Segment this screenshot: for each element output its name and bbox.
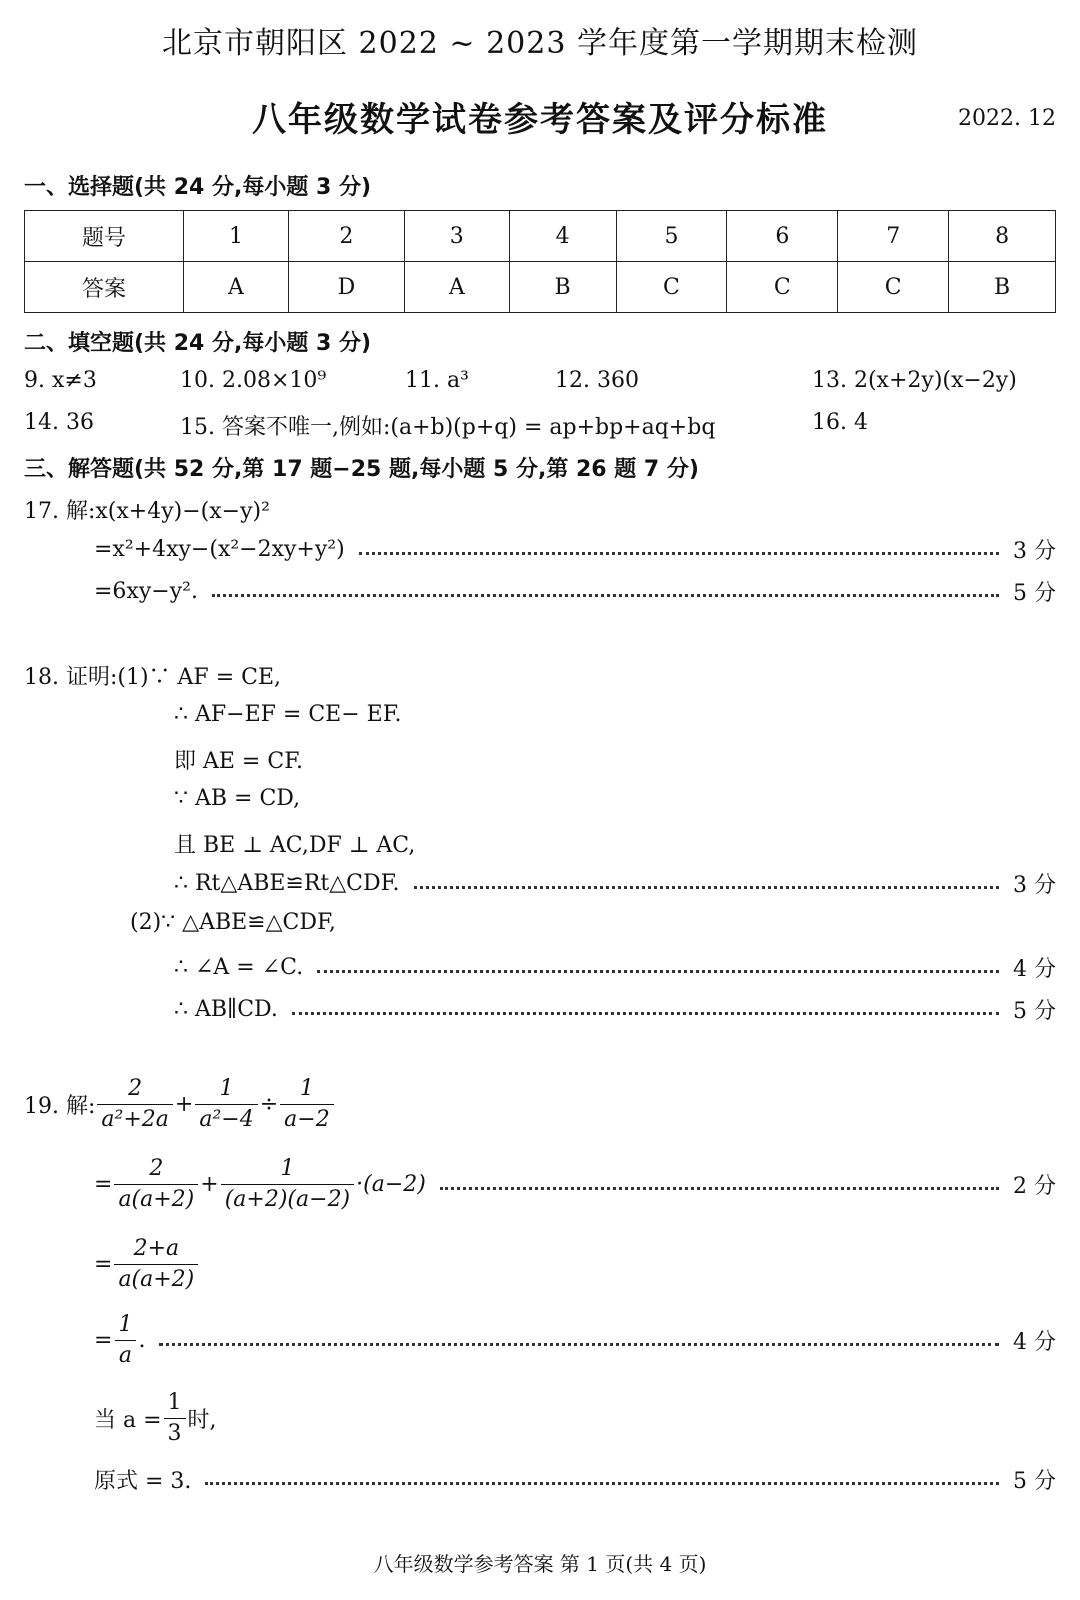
fraction <box>97 1076 172 1134</box>
numerator: 1 <box>219 1076 234 1101</box>
table-cell: 8 <box>949 211 1056 262</box>
q19-step1 <box>94 1156 1056 1214</box>
score: 3 分 <box>1013 539 1056 564</box>
q19-condition <box>94 1390 217 1448</box>
q17-step2 <box>94 576 1056 607</box>
table-cell: 2 <box>288 211 404 262</box>
table-cell: 7 <box>838 211 949 262</box>
table-cell: C <box>727 262 838 313</box>
denominator: a <box>115 1340 136 1369</box>
document-date: 2022. 12 <box>958 106 1056 131</box>
operator: + <box>174 1092 194 1118</box>
q18-step9 <box>174 994 1056 1025</box>
equals-sign: = <box>94 1252 113 1278</box>
answer-10: 10. 2.08×10⁹ <box>180 368 327 393</box>
numerator: 1 <box>280 1156 295 1181</box>
table-cell: 3 <box>404 211 509 262</box>
table-cell: A <box>184 262 289 313</box>
row-label-number: 题号 <box>25 211 184 262</box>
numerator: 2 <box>149 1156 164 1181</box>
table-cell: 4 <box>509 211 616 262</box>
answer-15: 15. 答案不唯一,例如:(a+b)(p+q) = ap+bp+aq+bq <box>180 415 716 440</box>
score: 5 分 <box>1013 999 1056 1024</box>
fraction <box>221 1156 354 1214</box>
table-cell: 5 <box>616 211 727 262</box>
dot-leader <box>159 1343 999 1346</box>
equals-sign: = <box>94 1172 113 1198</box>
denominator: a²+2a <box>97 1104 172 1133</box>
fraction <box>114 1236 198 1294</box>
q19-result <box>94 1464 1056 1495</box>
score: 3 分 <box>1013 873 1056 898</box>
numerator: 1 <box>118 1312 133 1337</box>
q17-step1-expr: =x²+4xy−(x²−2xy+y²) <box>94 537 345 562</box>
table-cell: C <box>616 262 727 313</box>
table-cell: 1 <box>184 211 289 262</box>
q19-label: 19. 解: <box>24 1094 96 1120</box>
q17-step1 <box>94 534 1056 565</box>
document-subtitle: 八年级数学试卷参考答案及评分标准 <box>252 100 828 140</box>
q18-line5: 且 BE ⊥ AC,DF ⊥ AC, <box>174 833 416 858</box>
row-label-answer: 答案 <box>25 262 184 313</box>
table-cell: 6 <box>727 211 838 262</box>
q18-line2: ∴ AF−EF = CE− EF. <box>174 702 402 727</box>
answer-9: 9. x≠3 <box>24 368 97 393</box>
period: . <box>138 1328 146 1354</box>
choice-answer-table <box>24 210 1056 313</box>
q18-line9: ∴ AB∥CD. <box>174 997 278 1022</box>
fraction <box>114 1312 136 1370</box>
q18-line8: ∴ ∠A = ∠C. <box>174 955 304 980</box>
table-cell: B <box>949 262 1056 313</box>
table-cell: D <box>288 262 404 313</box>
dot-leader <box>317 970 999 973</box>
dot-leader <box>440 1187 999 1190</box>
denominator: a²−4 <box>195 1104 257 1133</box>
q19-problem <box>24 1076 336 1134</box>
operator: + <box>200 1172 219 1198</box>
q18-line1: 18. 证明:(1)∵ AF = CE, <box>24 665 282 690</box>
dot-leader <box>292 1012 999 1015</box>
section2-heading: 二、填空题(共 24 分,每小题 3 分) <box>24 331 372 356</box>
score: 4 分 <box>1013 1330 1056 1356</box>
denominator: 3 <box>164 1418 186 1447</box>
fraction <box>280 1076 334 1134</box>
answer-12: 12. 360 <box>555 368 639 393</box>
exam-title: 北京市朝阳区 2022 ~ 2023 学年度第一学期期末检测 <box>162 26 918 61</box>
numerator: 2+a <box>133 1236 180 1261</box>
q17-line1: 17. 解:x(x+4y)−(x−y)² <box>24 499 270 524</box>
score: 4 分 <box>1013 957 1056 982</box>
denominator: a(a+2) <box>114 1184 198 1213</box>
table-cell: B <box>509 262 616 313</box>
score: 2 分 <box>1013 1174 1056 1200</box>
fraction <box>114 1156 198 1214</box>
numerator: 2 <box>128 1076 143 1101</box>
table-cell: C <box>838 262 949 313</box>
q18-line7: (2)∵ △ABE≌△CDF, <box>130 910 336 935</box>
condition-text: 时, <box>187 1408 217 1434</box>
fraction <box>164 1390 186 1448</box>
q18-line3: 即 AE = CF. <box>174 749 304 774</box>
equals-sign: = <box>94 1328 113 1354</box>
q19-step3 <box>94 1312 1056 1370</box>
answer-13: 13. 2(x+2y)(x−2y) <box>812 368 1017 393</box>
multiplier: ·(a−2) <box>356 1172 426 1198</box>
numerator: 1 <box>299 1076 314 1101</box>
table-row <box>25 211 1056 262</box>
result-text: 原式 = 3. <box>94 1469 192 1494</box>
score: 5 分 <box>1013 581 1056 606</box>
dot-leader <box>205 1482 999 1485</box>
section1-heading: 一、选择题(共 24 分,每小题 3 分) <box>24 175 372 200</box>
section3-heading: 三、解答题(共 52 分,第 17 题−25 题,每小题 5 分,第 26 题 7 分) <box>24 457 699 482</box>
denominator: a−2 <box>280 1104 334 1133</box>
operator: ÷ <box>259 1092 279 1118</box>
denominator: (a+2)(a−2) <box>221 1184 354 1213</box>
score: 5 分 <box>1013 1469 1056 1494</box>
condition-text: 当 a = <box>94 1408 162 1434</box>
q19-step2 <box>94 1236 200 1294</box>
dot-leader <box>414 886 1000 889</box>
fraction <box>195 1076 257 1134</box>
table-row <box>25 262 1056 313</box>
answer-16: 16. 4 <box>812 410 868 435</box>
answer-14: 14. 36 <box>24 410 94 435</box>
table-cell: A <box>404 262 509 313</box>
dot-leader <box>359 552 999 555</box>
q18-step8 <box>174 952 1056 983</box>
denominator: a(a+2) <box>114 1264 198 1293</box>
q17-step2-expr: =6xy−y². <box>94 579 198 604</box>
page-footer: 八年级数学参考答案 第 1 页(共 4 页) <box>373 1552 707 1576</box>
dot-leader <box>212 594 999 597</box>
q18-line4: ∵ AB = CD, <box>174 786 301 811</box>
numerator: 1 <box>167 1390 182 1415</box>
q18-line6: ∴ Rt△ABE≌Rt△CDF. <box>174 871 400 896</box>
q18-step6 <box>174 868 1056 899</box>
answer-11: 11. a³ <box>405 368 469 393</box>
